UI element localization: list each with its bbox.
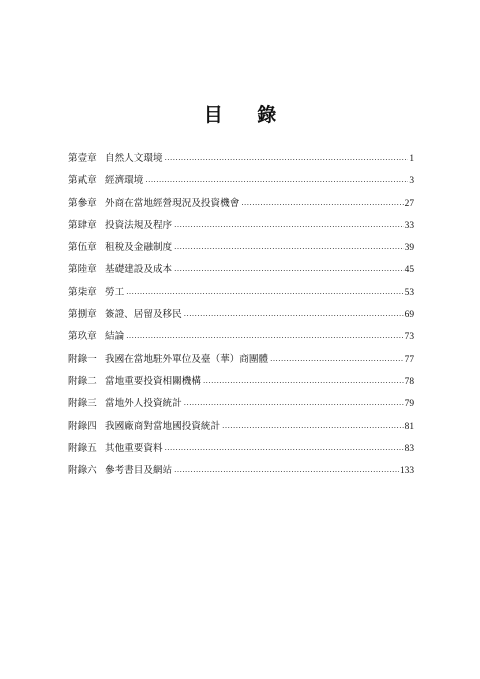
toc-entry-label: 第壹章 (68, 153, 97, 164)
toc-entry-label: 附錄三 (68, 398, 97, 410)
toc-dot-leader (174, 241, 403, 253)
toc-entry-page: 3 (409, 176, 414, 187)
toc-entry (68, 354, 414, 376)
toc-dot-leader (126, 330, 403, 342)
toc-entry-page: 78 (404, 376, 414, 387)
toc-entry-label: 第貳章 (68, 175, 97, 187)
toc-entry-title: 參考書目及網站 (105, 465, 173, 477)
toc-dot-leader (126, 286, 403, 298)
toc-entry-title: 我國廠商對當地國投資統計 (105, 420, 221, 432)
toc-entry (68, 421, 414, 443)
toc-entry-page: 77 (404, 354, 414, 365)
toc-dot-leader (174, 219, 403, 231)
toc-entry-label: 第伍章 (68, 242, 97, 254)
toc-entry-label: 第玖章 (68, 331, 97, 343)
toc-entry-label: 第肆章 (68, 219, 97, 231)
toc-entry-page: 73 (404, 332, 414, 343)
toc-entry-page: 69 (404, 310, 414, 321)
toc-dot-leader (165, 442, 404, 454)
toc-entry-page: 45 (404, 265, 414, 276)
toc-entry-title: 外商在當地經營現況及投資機會 (105, 197, 240, 209)
toc-entry-title: 當地外人投資統計 (105, 398, 182, 410)
toc-entry-label: 附錄二 (68, 375, 97, 387)
toc-entry-page: 133 (399, 466, 414, 477)
toc-entry (68, 331, 414, 353)
toc-entry-title: 自然人文環境 (105, 153, 163, 164)
toc-entry-title: 經濟環境 (105, 175, 144, 187)
toc-entry (68, 287, 414, 309)
toc-dot-leader (270, 353, 404, 365)
toc-entry (68, 220, 414, 242)
toc-entry-label: 附錄六 (68, 465, 97, 477)
toc-entry-label: 第柒章 (68, 286, 97, 298)
toc-entry-label: 第參章 (68, 197, 97, 209)
toc-entry-title: 勞工 (105, 286, 125, 298)
table-of-contents (68, 153, 414, 487)
toc-entry-label: 第捌章 (68, 309, 97, 321)
toc-entry-page: 27 (404, 198, 414, 209)
toc-dot-leader (222, 420, 404, 432)
toc-entry (68, 376, 414, 398)
toc-dot-leader (165, 152, 409, 164)
toc-entry (68, 198, 414, 220)
toc-entry-page: 39 (404, 243, 414, 254)
toc-entry (68, 175, 414, 197)
page-title: 目 錄 (203, 104, 291, 126)
toc-entry-page: 53 (404, 287, 414, 298)
toc-entry-title: 其他重要資料 (105, 442, 163, 454)
toc-entry-label: 附錄四 (68, 420, 97, 432)
toc-entry (68, 264, 414, 286)
toc-entry (68, 242, 414, 264)
toc-entry (68, 465, 414, 487)
toc-entry (68, 309, 414, 331)
toc-entry-title: 租稅及金融制度 (105, 242, 173, 254)
toc-entry-title: 投資法規及程序 (105, 219, 173, 231)
toc-dot-leader (184, 308, 404, 320)
toc-entry-title: 基礎建設及成本 (105, 264, 173, 276)
toc-entry-title: 當地重要投資相關機構 (105, 375, 201, 387)
toc-entry-title: 結論 (105, 331, 125, 343)
toc-entry-label: 附錄一 (68, 353, 97, 365)
toc-dot-leader (174, 263, 403, 275)
toc-dot-leader (184, 397, 404, 409)
toc-dot-leader (174, 464, 399, 476)
toc-entry-page: 81 (404, 421, 414, 432)
toc-dot-leader (203, 375, 404, 387)
toc-entry-title: 我國在當地駐外單位及臺（華）商團體 (105, 353, 269, 365)
toc-entry-page: 1 (409, 154, 414, 164)
toc-entry (68, 398, 414, 420)
toc-entry (68, 443, 414, 465)
toc-entry-page: 33 (404, 220, 414, 231)
toc-dot-leader (241, 197, 403, 209)
toc-entry-label: 第陸章 (68, 264, 97, 276)
toc-dot-leader (145, 174, 408, 186)
toc-entry-label: 附錄五 (68, 442, 97, 454)
toc-entry-page: 83 (404, 443, 414, 454)
toc-entry-title: 簽證、居留及移民 (105, 309, 182, 321)
toc-entry (68, 153, 414, 175)
toc-entry-page: 79 (404, 399, 414, 410)
